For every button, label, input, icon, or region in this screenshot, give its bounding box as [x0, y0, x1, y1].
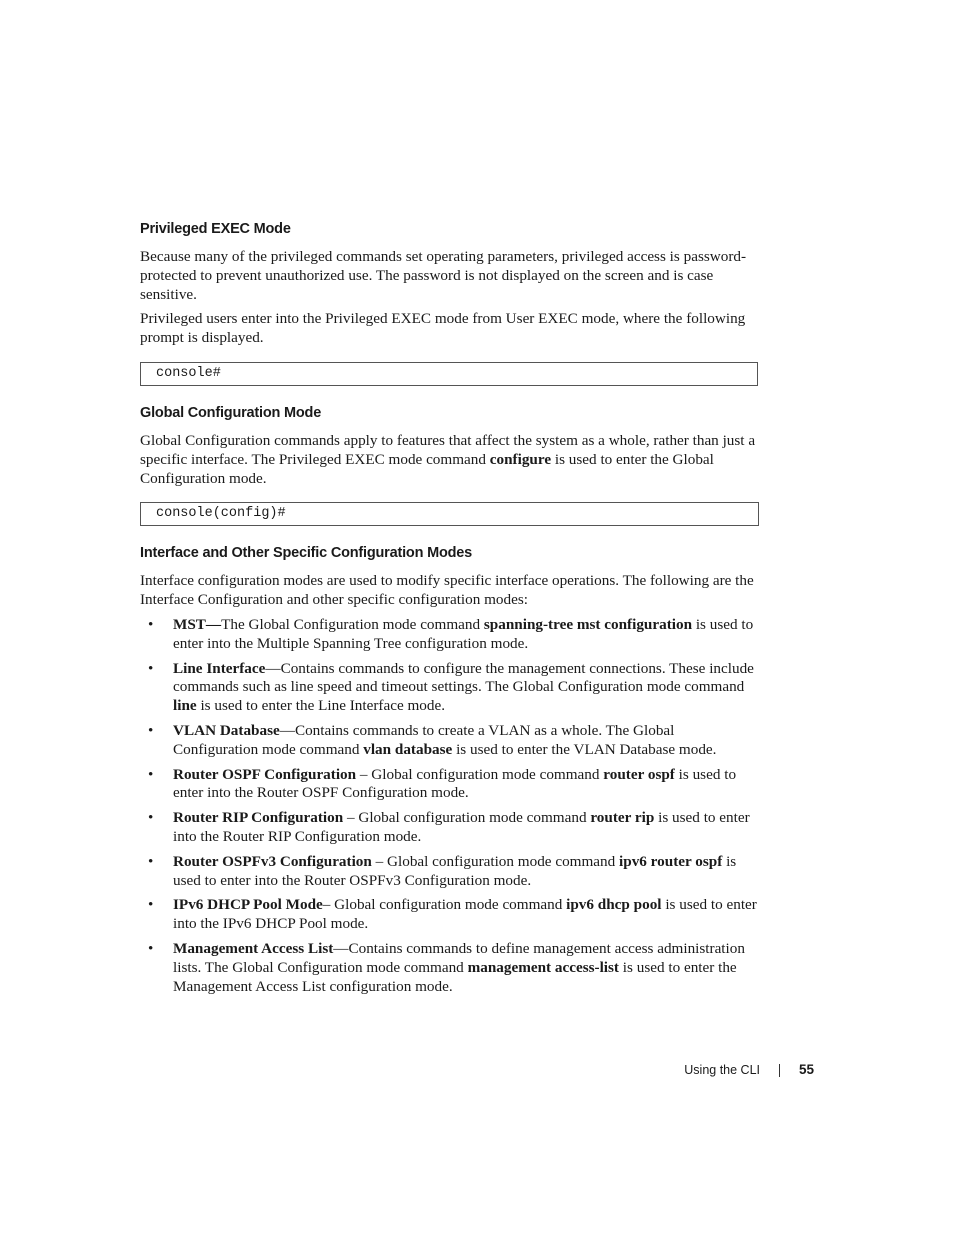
- command-text: line: [173, 697, 197, 715]
- list-item: • Router OSPF Configuration – Global configuration mode command router ospf is used to enter into the Router OSPF Configuration mode.: [148, 765, 737, 802]
- list-item: • Router OSPFv3 Configuration – Global configuration mode command ipv6 router ospf is used to enter into the Router OSPFv3 Configuration mode.: [148, 852, 737, 889]
- page-content: [140, 218, 760, 1002]
- command-text: spanning-tree mst configuration: [483, 615, 693, 633]
- footer-section-title: Using the CLI: [684, 1063, 760, 1077]
- code-block-prompt: console#: [140, 362, 758, 386]
- bullet-icon: •: [148, 939, 154, 957]
- page-footer: [0, 1061, 954, 1081]
- bullet-icon: •: [148, 721, 154, 739]
- mode-term: Management Access List: [173, 939, 334, 957]
- mode-term: Router RIP Configuration: [173, 809, 344, 827]
- command-text: management access-list: [467, 958, 619, 976]
- paragraph: Interface configuration modes are used to modify specific interface operations. The following are the Interface Configuration and other specific configuration modes:: [140, 572, 754, 609]
- command-text: router rip: [590, 809, 655, 827]
- command-text: ipv6 router ospf: [619, 852, 723, 870]
- heading-privileged-exec: Privileged EXEC Mode: [140, 221, 291, 237]
- list-item: • Management Access List—Contains commands to define management access administration lists. The Global Configuration mode command management access-list is used to enter the Management Access List configuration mode.: [148, 939, 745, 995]
- paragraph: Privileged users enter into the Privileged EXEC mode from User EXEC mode, where the following prompt is displayed.: [140, 310, 746, 347]
- page-number: 55: [799, 1062, 815, 1077]
- bullet-icon: •: [148, 852, 154, 870]
- mode-term: Router OSPF Configuration: [173, 765, 357, 783]
- list-item: • MST—The Global Configuration mode command spanning-tree mst configuration is used to enter into the Multiple Spanning Tree configuration mode.: [148, 615, 754, 652]
- mode-list: [140, 616, 760, 996]
- bullet-icon: •: [148, 765, 154, 783]
- mode-term: Line Interface: [173, 659, 266, 677]
- bullet-icon: •: [148, 615, 154, 633]
- bullet-icon: •: [148, 659, 154, 677]
- paragraph: Global Configuration commands apply to features that affect the system as a whole, rather than just a specific interface. The Privileged EXEC mode command configure is used to enter the Global Configuration mode.: [140, 431, 756, 487]
- mode-term: IPv6 DHCP Pool Mode: [173, 896, 323, 914]
- mode-term: MST—: [173, 615, 222, 633]
- code-block-config-prompt: console(config)#: [140, 502, 759, 526]
- command-text: configure: [489, 450, 552, 468]
- heading-global-config: Global Configuration Mode: [140, 404, 322, 421]
- list-item: • Line Interface—Contains commands to configure the management connections. These include commands such as line speed and timeout settings. The Global Configuration mode command line is used to enter the Line Interface mode.: [148, 659, 754, 715]
- command-text: router ospf: [603, 765, 675, 783]
- command-text: vlan database: [363, 740, 453, 758]
- mode-term: Router OSPFv3 Configuration: [173, 852, 372, 870]
- bullet-icon: •: [148, 896, 154, 914]
- mode-term: VLAN Database: [173, 721, 280, 739]
- footer-divider: [779, 1064, 780, 1077]
- paragraph: Because many of the privileged commands set operating parameters, privileged access is password-protected to prevent unauthorized use. The password is not displayed on the screen and is case sensitive.: [140, 248, 747, 303]
- bullet-icon: •: [148, 809, 154, 827]
- list-item: • IPv6 DHCP Pool Mode– Global configuration mode command ipv6 dhcp pool is used to enter into the IPv6 DHCP Pool mode.: [148, 896, 757, 933]
- list-item: • Router RIP Configuration – Global configuration mode command router rip is used to enter into the Router RIP Configuration mode.: [148, 809, 750, 845]
- heading-interface-modes: Interface and Other Specific Configuration Modes: [140, 545, 472, 562]
- list-item: • VLAN Database—Contains commands to create a VLAN as a whole. The Global Configuration mode command vlan database is used to enter the VLAN Database mode.: [148, 721, 717, 758]
- command-text: ipv6 dhcp pool: [566, 896, 662, 914]
